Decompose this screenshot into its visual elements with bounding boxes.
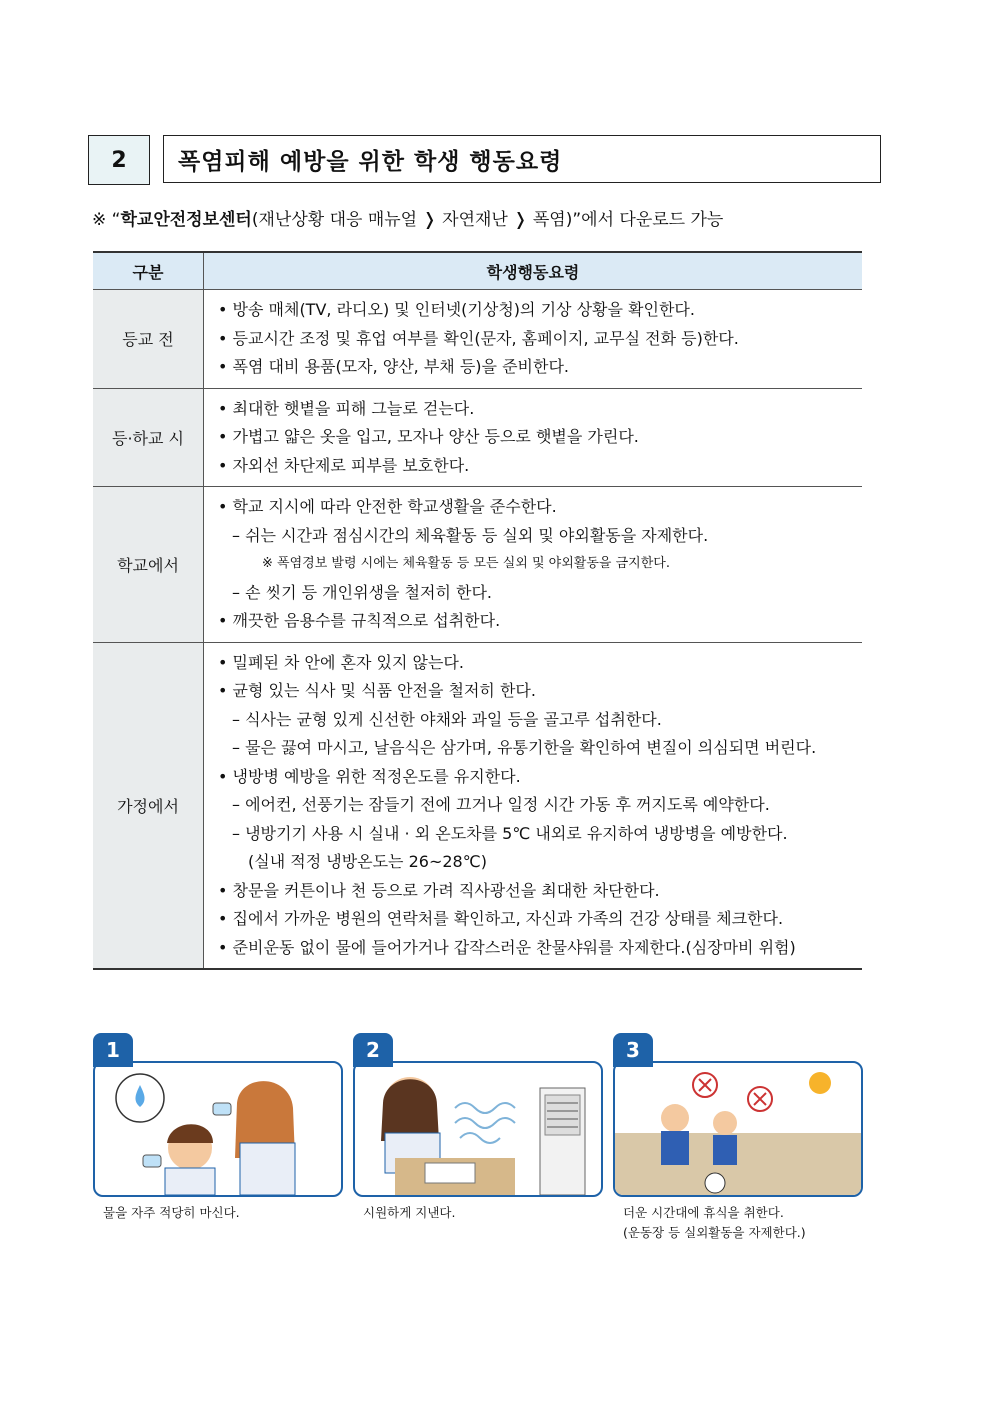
note-source: 학교안전정보센터 [120, 210, 252, 230]
guideline-line [218, 820, 862, 849]
guideline-line [218, 452, 862, 481]
panel-caption [103, 1203, 240, 1223]
guideline-text: 등교시간 조정 및 휴업 여부를 확인(문자, 홈페이지, 교무실 전화 등)한다. [232, 328, 739, 348]
outdoor-play-icon [613, 1061, 863, 1197]
caption-line: 물을 자주 적당히 마신다. [103, 1205, 240, 1220]
guideline-text: 준비운동 없이 물에 들어가거나 갑작스러운 찬물샤워를 자제한다.(심장마비 위험) [232, 937, 796, 957]
table-row [93, 290, 862, 389]
row-guidelines [204, 290, 863, 389]
note-path: (재난상황 대응 매뉴얼 ❭ 자연재난 ❭ 폭염)”에서 다운로드 가능 [251, 210, 724, 230]
guideline-line [218, 395, 862, 424]
guideline-line [218, 579, 862, 608]
row-category: 등교 전 [93, 290, 204, 389]
row-guidelines [204, 388, 863, 487]
table-row [93, 388, 862, 487]
row-category: 학교에서 [93, 487, 204, 643]
row-guidelines [204, 487, 863, 643]
panel-number-badge: 3 [613, 1033, 653, 1067]
download-note [92, 205, 723, 230]
guideline-line [218, 607, 862, 636]
guideline-text: 방송 매체(TV, 라디오) 및 인터넷(기상청)의 기상 상황을 확인한다. [232, 300, 695, 319]
guideline-text: 물은 끓여 마시고, 날음식은 삼가며, 유통기한을 확인하여 변질이 의심되면 버린다. [245, 738, 817, 757]
guideline-text: 최대한 햇볕을 피해 그늘로 걷는다. [232, 398, 475, 418]
panel-caption [623, 1203, 806, 1243]
panel-caption [363, 1203, 455, 1223]
guideline-line [218, 905, 862, 934]
student-guidelines-table [93, 251, 862, 970]
row-guidelines [204, 642, 863, 969]
guideline-text: 냉방병 예방을 위한 적정온도를 유지한다. [232, 766, 521, 786]
guideline-text: 냉방기기 사용 시 실내 · 외 온도차를 5℃ 내외로 유지하여 냉방병을 예방한다. [245, 823, 788, 843]
guideline-text: 집에서 가까운 병원의 연락처를 확인하고, 자신과 가족의 건강 상태를 체크한다. [232, 909, 784, 928]
table-row [93, 642, 862, 969]
guideline-line [218, 522, 862, 551]
guideline-text: 식사는 균형 있게 신선한 야채와 과일 등을 골고루 섭취한다. [245, 709, 662, 729]
guideline-line [218, 791, 862, 820]
guideline-text: 균형 있는 식사 및 식품 안전을 철저히 한다. [232, 681, 536, 700]
guideline-text: 자외선 차단제로 피부를 보호한다. [232, 455, 470, 475]
guideline-text: 에어컨, 선풍기는 잠들기 전에 끄거나 일정 시간 가동 후 꺼지도록 예약한다. [245, 795, 770, 814]
guideline-line [218, 734, 862, 763]
guideline-line [218, 877, 862, 906]
guideline-line [218, 423, 862, 452]
caption-line: 시원하게 지낸다. [363, 1205, 456, 1220]
guideline-text: ※ 폭염경보 발령 시에는 체육활동 등 모든 실외 및 야외활동을 금지한다. [262, 556, 670, 571]
guideline-text: 밀폐된 차 안에 혼자 있지 않는다. [232, 652, 464, 672]
guideline-text: 폭염 대비 용품(모자, 양산, 부채 등)을 준비한다. [232, 357, 569, 376]
guideline-line [218, 677, 862, 706]
section-number: 2 [88, 135, 150, 185]
drinking-water-icon [93, 1061, 343, 1197]
guideline-line [218, 493, 862, 522]
guideline-line [218, 763, 862, 792]
air-conditioner-icon [353, 1061, 603, 1197]
guideline-line [218, 550, 862, 579]
row-category: 가정에서 [93, 642, 204, 969]
guideline-line [218, 353, 862, 382]
header-category: 구분 [93, 252, 204, 290]
guideline-text: 손 씻기 등 개인위생을 철저히 한다. [245, 582, 492, 602]
guideline-line [218, 934, 862, 963]
caption-line: (운동장 등 실외활동을 자제한다.) [623, 1225, 806, 1240]
guideline-text: (실내 적정 냉방온도는 26~28℃) [248, 852, 487, 871]
guideline-line [218, 296, 862, 325]
guideline-text: 학교 지시에 따라 안전한 학교생활을 준수한다. [232, 497, 557, 516]
section-title: 폭염피해 예방을 위한 학생 행동요령 [163, 135, 881, 183]
panel-number-badge: 1 [93, 1033, 133, 1067]
note-prefix: ※ “ [92, 210, 121, 230]
table-row [93, 487, 862, 643]
guideline-text: 쉬는 시간과 점심시간의 체육활동 등 실외 및 야외활동을 자제한다. [245, 525, 709, 545]
panel-number-badge: 2 [353, 1033, 393, 1067]
guideline-text: 창문을 커튼이나 천 등으로 가려 직사광선을 최대한 차단한다. [232, 880, 660, 900]
guideline-line [218, 649, 862, 678]
caption-line: 더운 시간대에 휴식을 취한다. [623, 1205, 784, 1220]
guideline-line [218, 848, 862, 877]
guideline-text: 깨끗한 음용수를 규칙적으로 섭취한다. [232, 611, 501, 630]
table-header-row [93, 252, 862, 290]
guideline-line [218, 325, 862, 354]
guideline-line [218, 706, 862, 735]
guideline-text: 가볍고 얇은 옷을 입고, 모자나 양산 등으로 햇볕을 가린다. [232, 427, 639, 446]
header-guidelines: 학생행동요령 [204, 252, 863, 290]
row-category: 등·하교 시 [93, 388, 204, 487]
